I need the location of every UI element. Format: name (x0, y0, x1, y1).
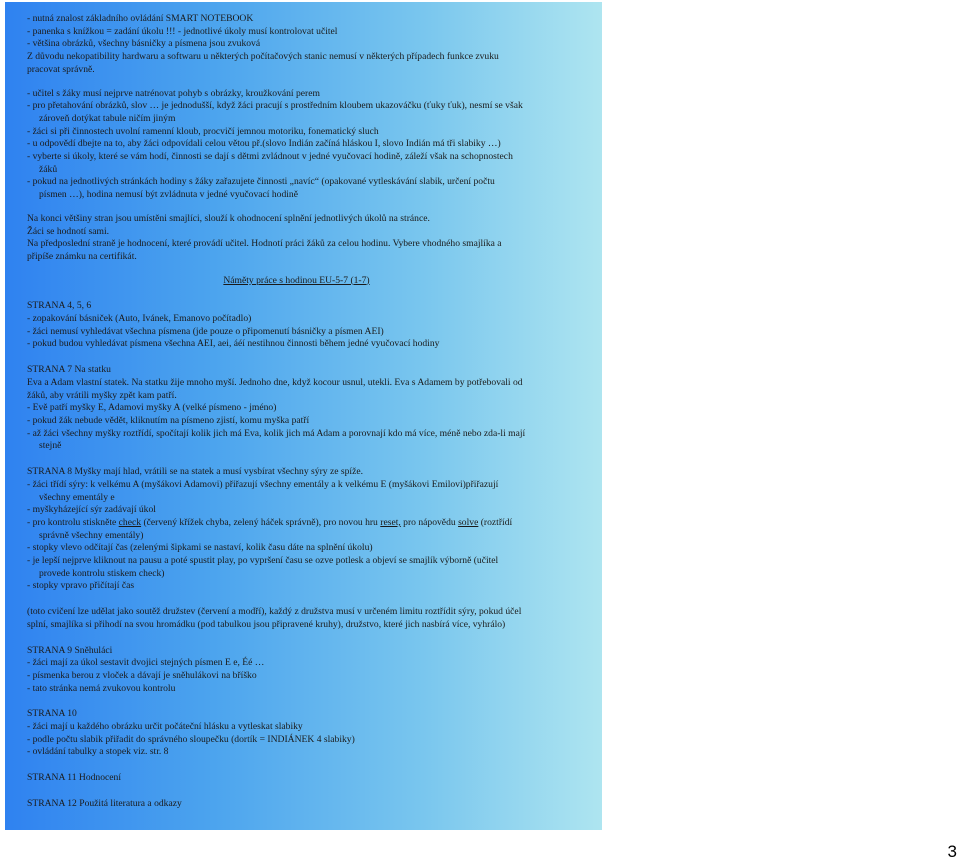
evaluation-line: připíše známku na certifikát. (27, 250, 137, 262)
strana8-line: správně všechny ementály) (39, 529, 144, 541)
evaluation-line: Na předposlední straně je hodnocení, které provádí učitel. Hodnotí práci žáků za celou hodinu. Vybere vhodného smajlíka a (27, 238, 502, 250)
strana4-line: - žáci nemusí vyhledávat všechna písmena (jde pouze o připomenutí básničky a písmen AEI) (27, 325, 384, 337)
intro-line: - nutná znalost základního ovládání SMART NOTEBOOK (27, 13, 254, 24)
intro-line: - většina obrázků, všechny básničky a písmena jsou zvuková (27, 38, 261, 50)
strana7-line: žáků, aby vrátili myšky zpět kam patří. (27, 389, 177, 401)
strana11-title: STRANA 11 Hodnocení (27, 772, 121, 784)
strana8-line: všechny ementály e (39, 491, 115, 503)
strana8-paragraph: splní, smajlíka si přihodí na svou hromádku (pod tabulkou jsou připravené kruhy), družstvo, které jich nasbírá více, vyhrálo) (27, 618, 506, 630)
strana4-line: - zopakování básniček (Auto, Ivánek, Emanovo počítadlo) (27, 313, 252, 325)
strana8-line: - stopky vlevo odčítají čas (zelenými šipkami se nastaví, kolik času dáte na splnění úkolu) (27, 542, 373, 554)
strana12-title: STRANA 12 Použitá literatura a odkazy (27, 797, 182, 809)
strana10-line: - ovládání tabulky a stopek viz. str. 8 (27, 746, 169, 758)
strana7-line: Eva a Adam vlastní statek. Na statku žije mnoho myší. Jednoho dne, když kocour usnul, utekli. Eva s Adamem by potřebovali od (27, 376, 523, 388)
intro-line: pracovat správně. (27, 63, 95, 75)
strana9-line: - tato stránka nemá zvukovou kontrolu (27, 682, 176, 694)
strana8-paragraph: (toto cvičení lze udělat jako soutěž družstev (červení a modří), každý z družstva musí v určeném limitu roztřídit sýry, pokud účel (27, 606, 522, 618)
strana8-line: - je lepší nejprve kliknout na pausu a poté spustit play, po vypršení času se ozve potlesk a objeví se smajlík výborně (učitel (27, 555, 499, 567)
strana7-line: - až žáci všechny myšky roztřídí, spočítají kolik jich má Eva, kolik jich má Adam a porovnají kdo má více, méně nebo zda-li mají (27, 427, 526, 439)
rule-line: - vyberte si úkoly, které se vám hodí, činnosti se dají s dětmi zvládnout v jedné vyučovací hodině, záleží však na schopnostech (27, 151, 513, 163)
strana10-title: STRANA 10 (27, 708, 77, 720)
strana9-line: - žáci mají za úkol sestavit dvojici stejných písmen E e, Éé … (27, 657, 265, 669)
strana7-title: STRANA 7 Na statku (27, 364, 111, 376)
rule-line: - pokud na jednotlivých stránkách hodiny s žáky zařazujete činnosti „navíc“ (opakované vytleskávání slabik, určení počtu (27, 176, 495, 188)
solve-link: solve (458, 516, 479, 528)
strana10-line: - žáci mají u každého obrázku určit počáteční hlásku a vytleskat slabiky (27, 721, 303, 733)
strana8-line: - stopky vpravo přičítají čas (27, 580, 135, 592)
strana7-line: - Evě patří myšky E, Adamovi myšky A (velké písmeno - jméno) (27, 402, 277, 414)
strana4-title: STRANA 4, 5, 6 (27, 300, 92, 312)
rule-line: - učitel s žáky musí nejprve natrénovat pohyb s obrázky, kroužkování perem (27, 87, 320, 99)
intro-line: - panenka s knížkou = zadání úkolu !!! - jednotlivé úkoly musí kontrolovat učitel (27, 25, 338, 37)
evaluation-line: Na konci většiny stran jsou umístěni smajlíci, slouží k ohodnocení splnění jednotlivých úkolů na stránce. (27, 212, 430, 224)
evaluation-line: Žáci se hodnotí sami. (27, 225, 110, 237)
strana8-line: - pro kontrolu stiskněte check (červený křížek chyba, zelený háček správně), pro novou hru reset, pro nápovědu solve (roztřídí (27, 516, 513, 528)
rule-line: zároveň dotýkat tabule ničím jiným (39, 112, 176, 124)
strana7-line: - pokud žák nebude vědět, kliknutím na písmeno zjistí, komu myška patří (27, 414, 310, 426)
strana8-line: - žáci třídí sýry: k velkému A (myšákovi Adamovi) přiřazují všechny ementály a k velkému E (myšákovi Emilovi)přiřazují (27, 478, 499, 490)
strana8-line: - myškyházející sýr zadávají úkol (27, 504, 156, 516)
page-number: 3 (947, 842, 957, 861)
rule-line: - žáci si při činnostech uvolní ramenní kloub, procvičí jemnou motoriku, fonematický sluch (27, 125, 379, 137)
reset-link: reset, (380, 516, 401, 528)
strana8-title: STRANA 8 Myšky mají hlad, vrátili se na statek a musí vysbírat všechny sýry ze spíže. (27, 466, 363, 478)
strana8-line: provede kontrolu stiskem check) (39, 567, 165, 579)
content-panel (5, 2, 602, 830)
rule-line: - u odpovědí dbejte na to, aby žáci odpovídali celou větou př.(slovo Indián začíná hláskou I, slovo Indián má tři slabiky …) (27, 138, 501, 150)
strana7-line: stejně (39, 440, 62, 452)
check-link: check (118, 516, 142, 528)
strana9-title: STRANA 9 Sněhuláci (27, 644, 113, 656)
strana4-line: - pokud budou vyhledávat písmena všechna AEI, aei, áéí nestihnou činnosti během jedné vyučovací hodiny (27, 338, 440, 350)
strana9-line: - písmenka berou z vloček a dávají je sněhulákovi na bříško (27, 669, 257, 681)
rule-line: žáků (39, 163, 58, 175)
rule-line: písmen …), hodina nemusí být zvládnuta v jedné vyučovací hodině (39, 189, 298, 201)
intro-line: Z důvodu nekopatibility hardwaru a softwaru u některých počítačových stanic nemusí v některých případech funkce zvuku (27, 51, 499, 63)
section-heading: Náměty práce s hodinou EU-5-7 (1-7) (223, 274, 370, 286)
strana10-line: - podle počtu slabik přiřadit do správného sloupečku (dortík = INDIÁNEK 4 slabiky) (27, 733, 355, 745)
rule-line: - pro přetahování obrázků, slov … je jednodušší, když žáci pracují s prostředním kloubem ukazováčku (ťuky ťuk), nesmí se však (27, 100, 523, 112)
